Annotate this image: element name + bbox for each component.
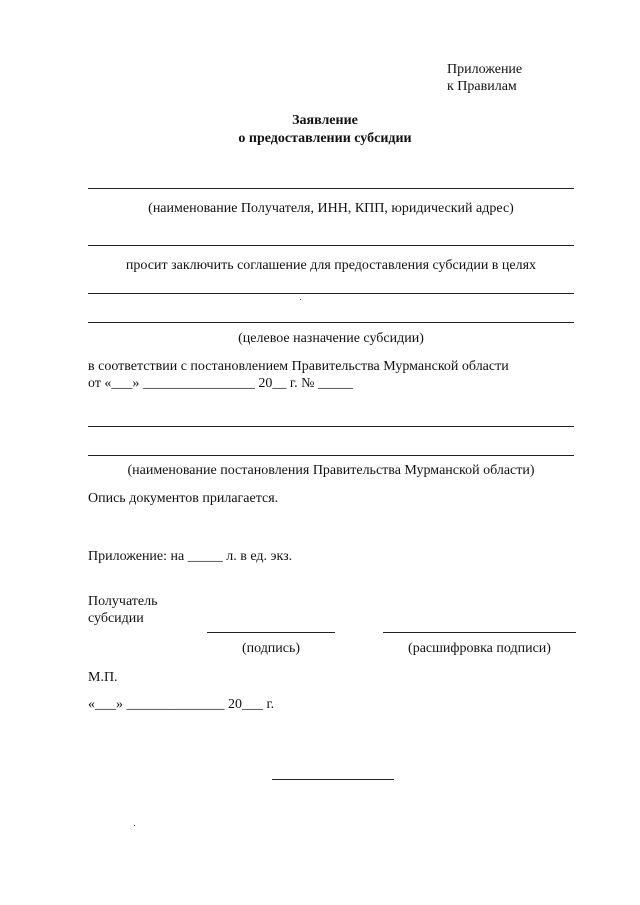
document-title: Заявление bbox=[292, 113, 358, 128]
attachment-text: Приложение: на _____ л. в ед. экз. bbox=[88, 549, 293, 564]
appendix-label: Приложение bbox=[447, 62, 523, 77]
recipient-caption: (наименование Получателя, ИНН, КПП, юридический адрес) bbox=[148, 201, 514, 216]
signature-line[interactable] bbox=[207, 632, 335, 633]
speck-mark bbox=[300, 299, 301, 300]
purpose-line-1[interactable] bbox=[88, 293, 574, 294]
inventory-text: Опись документов прилагается. bbox=[88, 491, 279, 506]
resolution-line-2[interactable] bbox=[88, 455, 574, 456]
signature-caption: (подпись) bbox=[241, 641, 301, 656]
appendix-rules-label: к Правилам bbox=[447, 79, 517, 94]
signature-decryption-line[interactable] bbox=[383, 632, 576, 633]
recipient-label: Получатель bbox=[88, 594, 158, 609]
recipient-label-cont: субсидии bbox=[88, 611, 144, 626]
recipient-name-line[interactable] bbox=[88, 188, 574, 189]
date-line: «___» ______________ 20___ г. bbox=[88, 697, 275, 712]
basis-text: в соответствии с постановлением Правительства Мурманской области bbox=[88, 359, 509, 374]
request-text: просит заключить соглашение для предоставления субсидии в целях bbox=[125, 258, 537, 273]
recipient-extra-line[interactable] bbox=[88, 245, 574, 246]
speck-mark-2 bbox=[134, 825, 135, 826]
decryption-caption: (расшифровка подписи) bbox=[408, 641, 551, 656]
document-subtitle: о предоставлении субсидии bbox=[238, 131, 412, 146]
seal-label: М.П. bbox=[88, 670, 118, 685]
resolution-caption: (наименование постановления Правительства Мурманской области) bbox=[127, 463, 535, 478]
purpose-caption: (целевое назначение субсидии) bbox=[238, 331, 424, 346]
purpose-line-2[interactable] bbox=[88, 322, 574, 323]
resolution-line-1[interactable] bbox=[88, 426, 574, 427]
basis-date-number: от «___» ________________ 20__ г. № _____ bbox=[88, 376, 353, 391]
footer-separator bbox=[272, 779, 394, 780]
